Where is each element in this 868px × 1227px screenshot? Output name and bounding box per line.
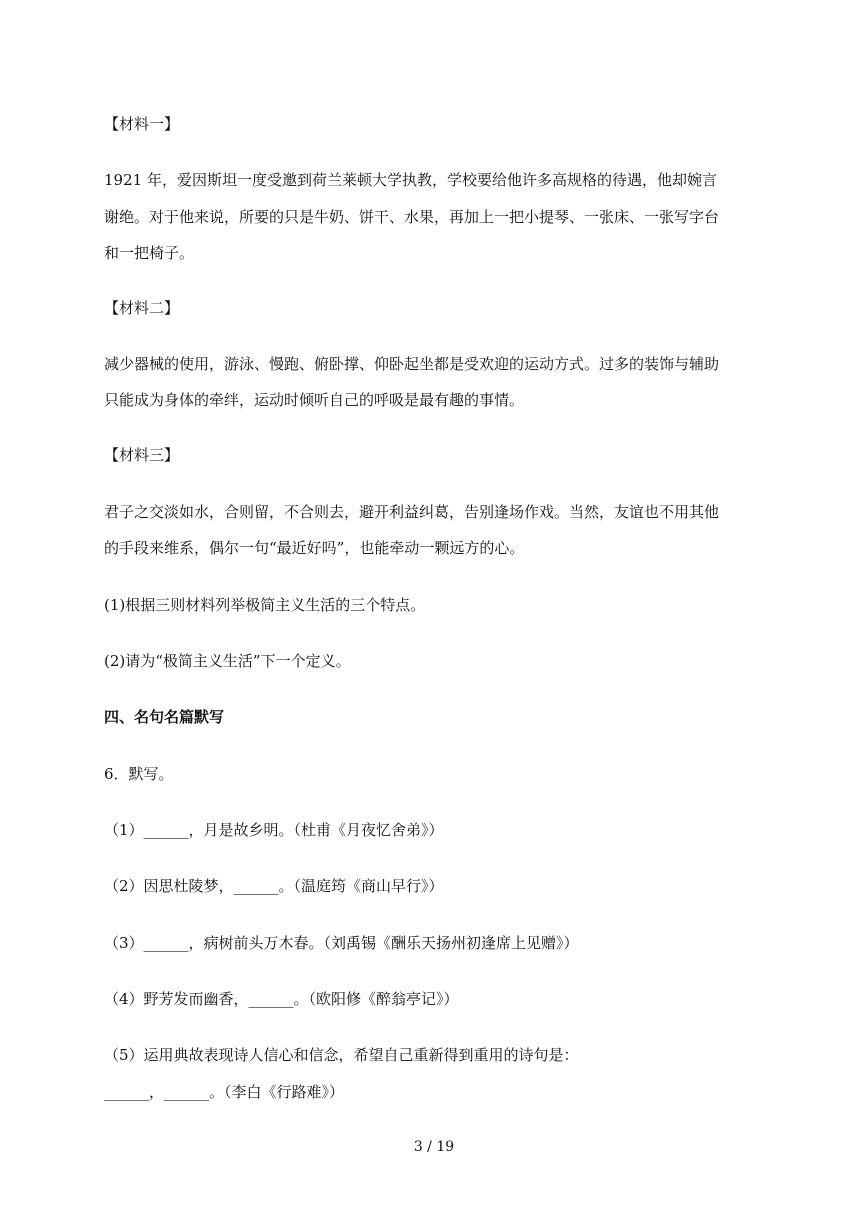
section-title: 四、名句名篇默写 — [104, 708, 225, 726]
question-2: (2)请为“极简主义生活”下一个定义。 — [104, 652, 351, 670]
dictation-item-5-answer-line: ______，______。（李白《行路难》） — [104, 1083, 345, 1101]
dictation-item-1: （1）______，月是故乡明。（杜甫《月夜忆舍弟》） — [104, 821, 444, 839]
material-1-heading: 【材料一】 — [104, 115, 180, 133]
material-2-line-1: 减少器械的使用，游泳、慢跑、俯卧撑、仰卧起坐都是受欢迎的运动方式。过多的装饰与辅助 — [104, 355, 720, 373]
page-number: 3 / 19 — [413, 1139, 455, 1155]
material-1-line-1: 1921 年，爱因斯坦一度受邀到荷兰莱顿大学执教，学校要给他许多高规格的待遇，他却婉言 — [104, 171, 717, 189]
dictation-item-5: （5）运用典故表现诗人信心和信念，希望自己重新得到重用的诗句是： — [104, 1046, 579, 1064]
question-1: (1)根据三则材料列举极简主义生活的三个特点。 — [104, 596, 426, 614]
material-3-line-1: 君子之交淡如水，合则留，不合则去，避开利益纠葛，告别逢场作戏。当然，友谊也不用其他 — [104, 503, 720, 521]
material-2-line-2: 只能成为身体的牵绊，运动时倾听自己的呼吸是最有趣的事情。 — [104, 391, 525, 409]
dictation-item-3: （3）______，病树前头万木春。（刘禹锡《酬乐天扬州初逢席上见赠》） — [104, 934, 579, 952]
dictation-question: 6．默写。 — [104, 765, 174, 783]
material-3-line-2: 的手段来维系，偶尔一句“最近好吗”，也能牵动一颗远方的心。 — [104, 539, 525, 557]
dictation-item-2: （2）因思杜陵梦，______。（温庭筠《商山早行》） — [104, 877, 444, 895]
material-1-line-2: 谢绝。对于他来说，所要的只是牛奶、饼干、水果，再加上一把小提琴、一张床、一张写字台 — [104, 208, 720, 226]
material-3-heading: 【材料三】 — [104, 446, 180, 464]
dictation-item-4: （4）野芳发而幽香，______。（欧阳修《醉翁亭记》） — [104, 990, 459, 1008]
material-2-heading: 【材料二】 — [104, 299, 180, 317]
material-1-line-3: 和一把椅子。 — [104, 244, 195, 262]
